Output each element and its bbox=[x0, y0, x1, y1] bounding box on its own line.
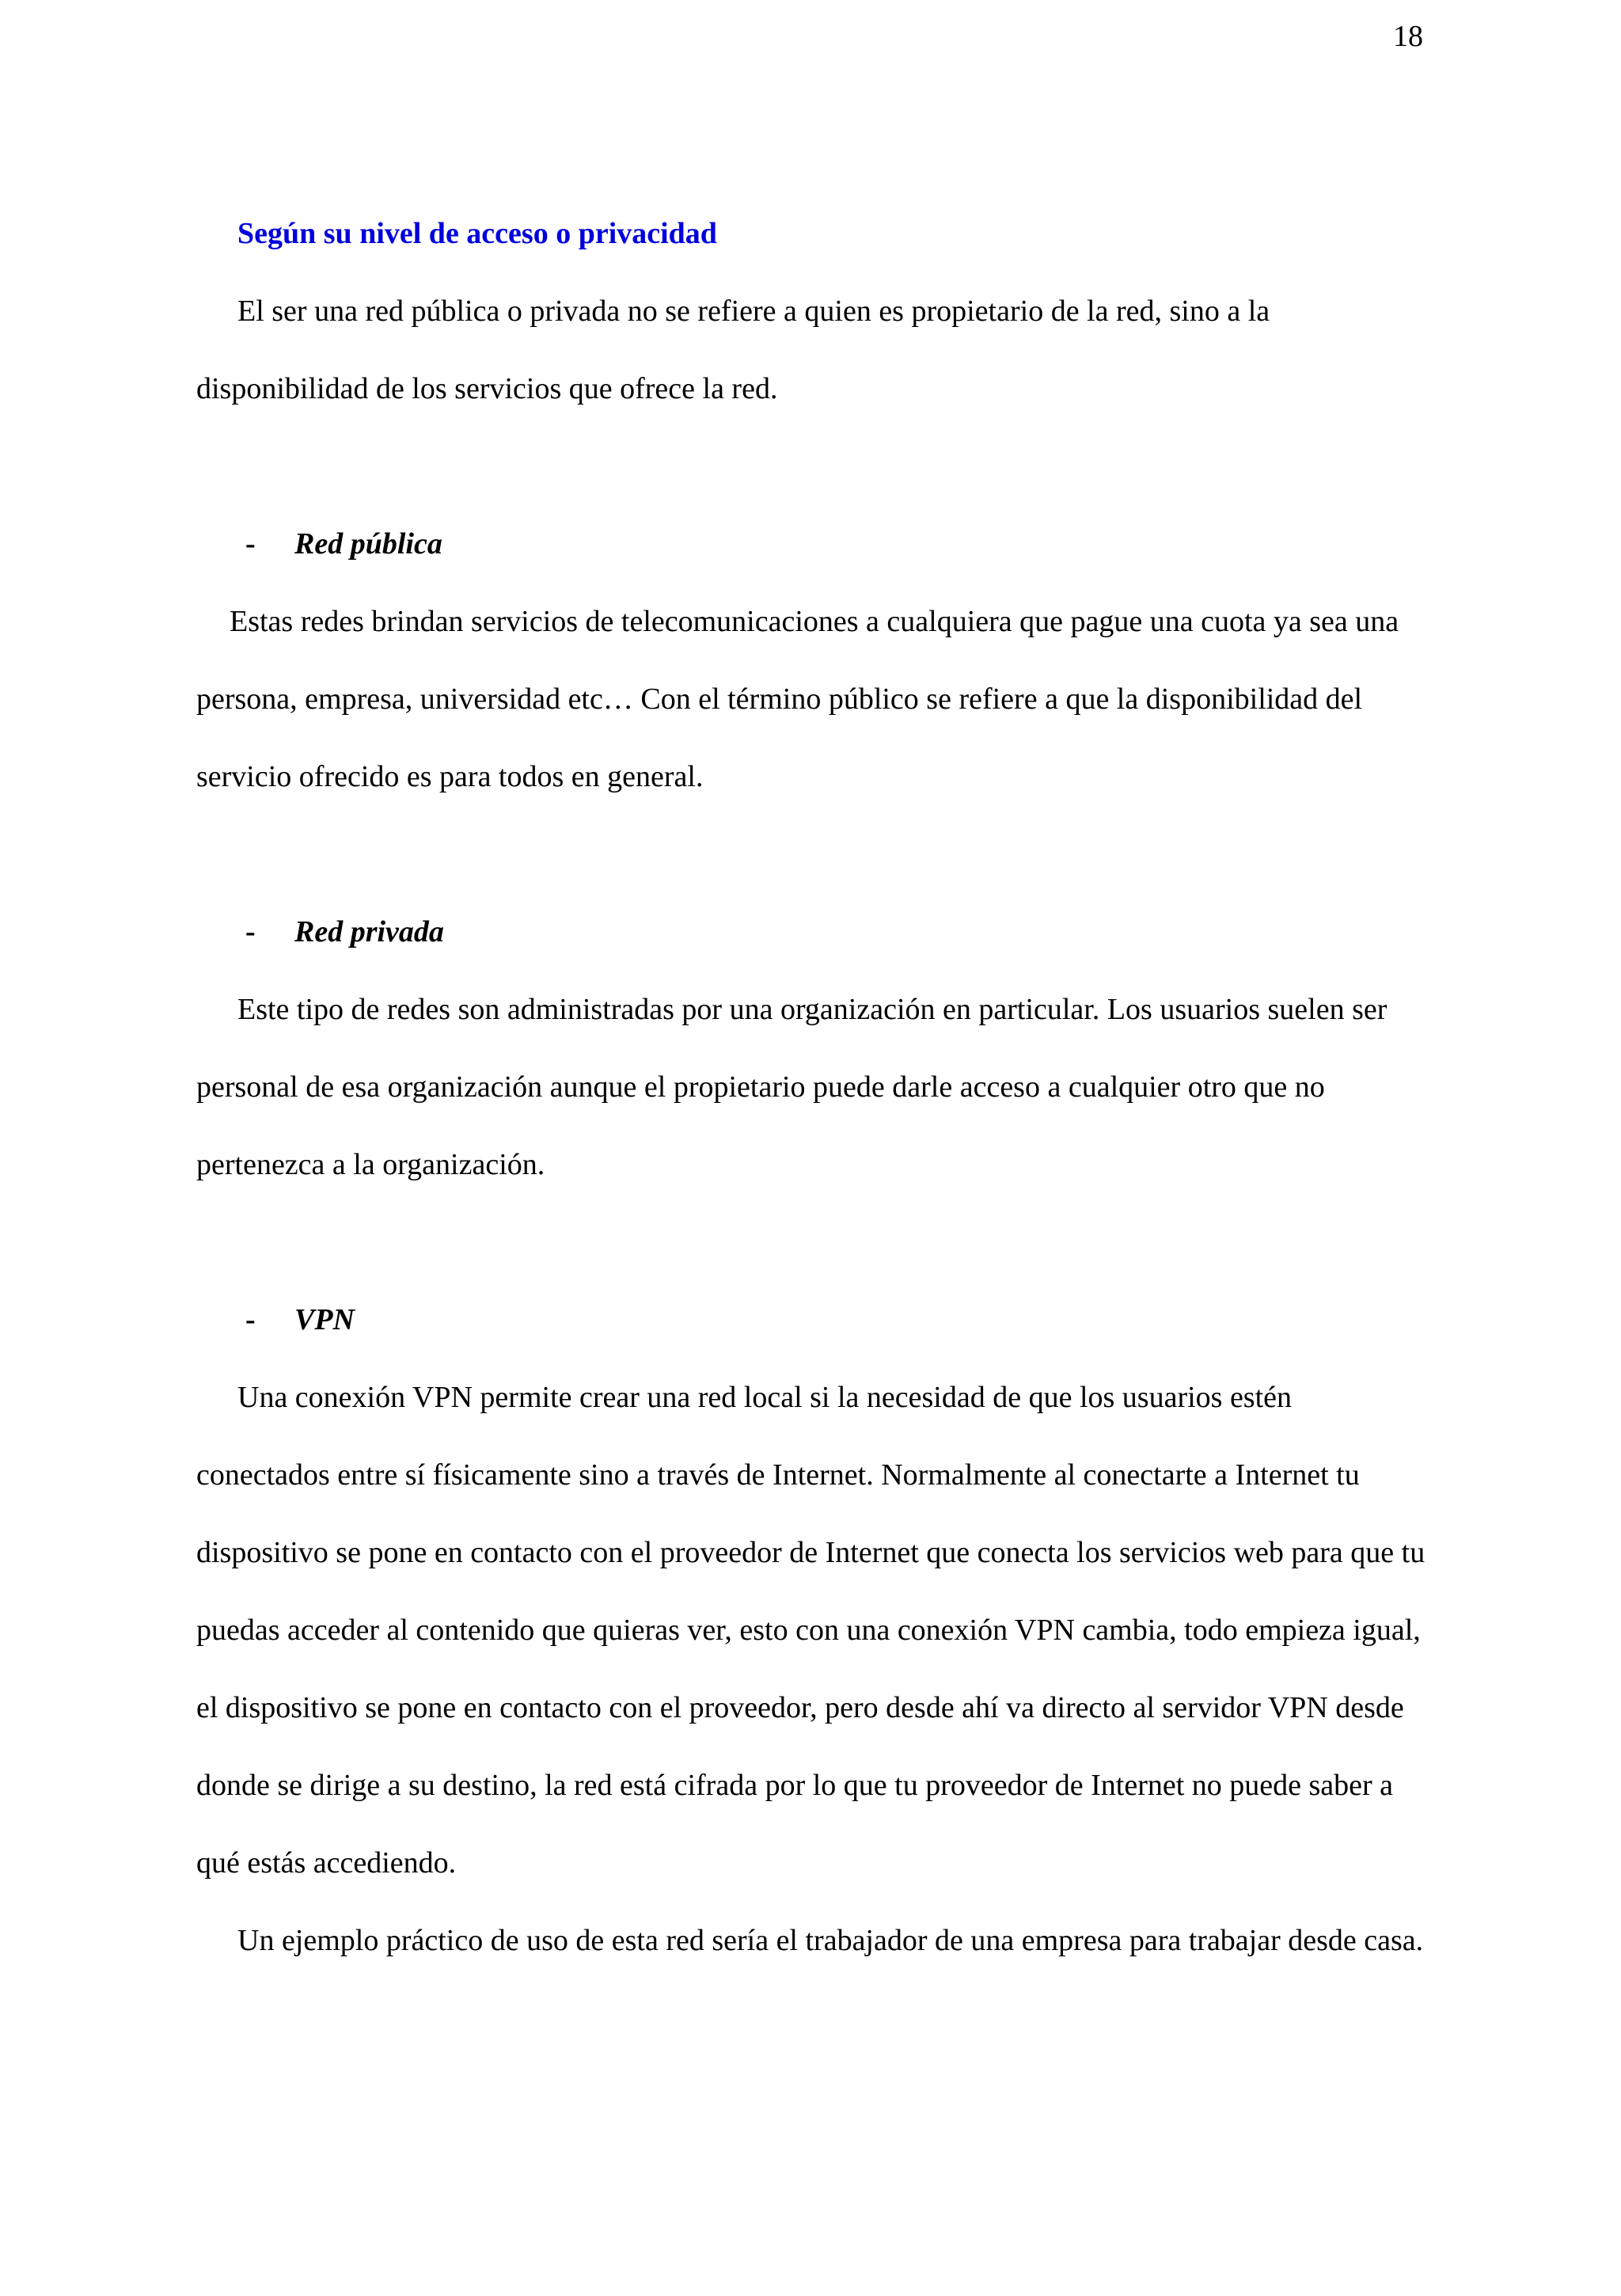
spacer bbox=[196, 1203, 1431, 1281]
red-publica-paragraph: Estas redes brindan servicios de telecomunicaciones a cualquiera que pague una cuota ya sea una persona, empresa, universidad etc… Con el término público se refiere a que la disponibilidad del servicio ofrecido es para todos en general. bbox=[196, 605, 1399, 793]
subsection-heading-red-privada bbox=[196, 893, 1431, 971]
red-privada-paragraph: Este tipo de redes son administradas por una organización en particular. Los usuarios suelen ser personal de esa organización aunque el propietario puede darle acceso a cualquier otro que no pertenezca a la organización. bbox=[196, 993, 1388, 1181]
bullet-dash: - bbox=[245, 915, 256, 948]
vpn-example-paragraph: Un ejemplo práctico de uso de esta red sería el trabajador de una empresa para trabajar desde casa. bbox=[237, 1924, 1424, 1957]
page-content bbox=[196, 195, 1431, 1979]
bullet-dash: - bbox=[245, 1303, 256, 1336]
section-title: Según su nivel de acceso o privacidad bbox=[237, 217, 717, 250]
spacer bbox=[196, 428, 1431, 505]
page-number: 18 bbox=[1393, 20, 1423, 53]
vpn-paragraph: Una conexión VPN permite crear una red local si la necesidad de que los usuarios estén conectados entre sí físicamente sino a través de Internet. Normalmente al conectarte a Internet tu dispositivo se pone en contacto con el proveedor de Internet que conecta los servicios web para que tu puedas acceder al contenido que quieras ver, esto con una conexión VPN cambia, todo empieza igual, el dispositivo se pone en contacto con el proveedor, pero desde ahí va directo al servidor VPN desde donde se dirige a su destino, la red está cifrada por lo que tu proveedor de Internet no puede saber a qué estás accediendo. bbox=[196, 1381, 1425, 1880]
subsection-title: Red privada bbox=[294, 915, 444, 948]
bullet-dash: - bbox=[245, 527, 256, 561]
subsection-title: VPN bbox=[294, 1303, 355, 1336]
subsection-title: Red pública bbox=[294, 527, 442, 561]
subsection-heading-vpn bbox=[196, 1281, 1431, 1359]
subsection-heading-red-publica bbox=[196, 505, 1431, 583]
intro-paragraph: El ser una red pública o privada no se refiere a quien es propietario de la red, sino a la disponibilidad de los servicios que ofrece la red. bbox=[196, 295, 1270, 405]
spacer bbox=[196, 815, 1431, 893]
